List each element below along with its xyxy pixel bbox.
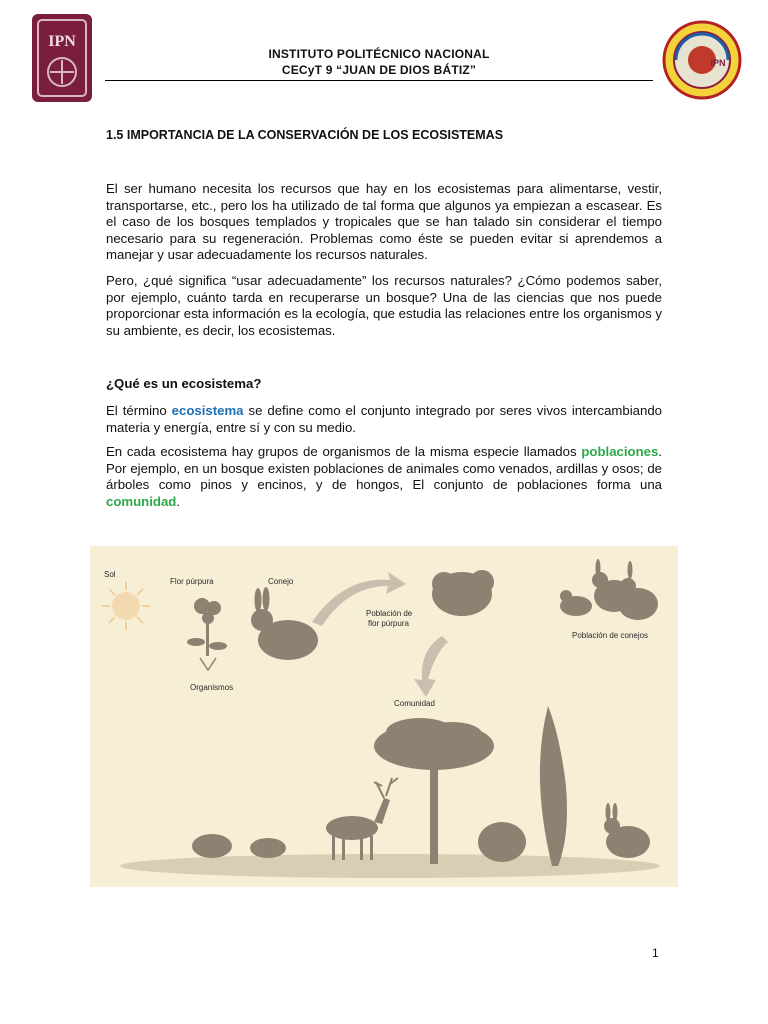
label-poblacion-conejos: Población de conejos (572, 631, 649, 640)
header-divider (105, 80, 653, 81)
p4-text-before: En cada ecosistema hay grupos de organismos de la misma especie llamados (106, 444, 582, 459)
figure-background (90, 546, 678, 887)
label-flor: Flor púrpura (170, 577, 214, 586)
paragraph-2: Pero, ¿qué significa “usar adecuadamente” los recursos naturales? ¿Cómo podemos saber, por ejemplo, cuánto tarda en recuperarse un bosque? Una de las ciencias que nos puede proporcionar esta información es la ecología, que estudia las relaciones entre los organismos y su ambiente, es decir, los ecosistemas. (106, 273, 662, 338)
ecosystem-illustration (90, 546, 678, 887)
page-number: 1 (652, 946, 659, 960)
keyword-comunidad: comunidad (106, 493, 177, 509)
paragraph-3 (106, 403, 662, 436)
cecyt9-logo (662, 20, 742, 100)
label-sol: Sol (104, 570, 116, 579)
keyword-poblaciones: poblaciones (581, 444, 659, 459)
subheading: ¿Qué es un ecosistema? (106, 376, 262, 391)
ipn-logo (30, 12, 94, 104)
logo-left-text: IPN (48, 33, 76, 50)
keyword-ecosistema: ecosistema (171, 403, 244, 418)
p4-text-after: . (176, 493, 181, 509)
p3-text-after: se define como el conjunto integrado por seres vivos intercambiando materia y energía, entre sí y con su medio. (106, 403, 662, 435)
school-name: CECyT 9 “JUAN DE DIOS BÁTIZ” (281, 63, 477, 77)
label-poblacion-flor-2: flor púrpura (368, 619, 409, 628)
sun-icon (102, 582, 150, 630)
label-conejo: Conejo (268, 577, 294, 586)
logo-right-text: IPN (710, 58, 726, 68)
paragraph-4 (106, 444, 662, 510)
header-title (105, 46, 653, 78)
institution-name: INSTITUTO POLITÉCNICO NACIONAL (268, 47, 490, 61)
label-comunidad: Comunidad (394, 699, 435, 708)
paragraph-1: El ser humano necesita los recursos que hay en los ecosistemas para alimentarse, vestir, transportarse, etc., pero los ha utilizado de tal forma que algunos ya empiezan a escasear. Es el caso de los bosques templados y tropicales que se han talado sin considerar el tiempo necesario para su regeneración. Problemas como éste se pueden evitar si aprendemos a manejar y usar adecuadamente los recursos naturales. (106, 181, 662, 262)
label-organismos: Organismos (190, 683, 234, 692)
p3-text-before: El término (106, 403, 172, 418)
label-poblacion-flor-1: Población de (366, 609, 413, 618)
p4-text-middle: . Por ejemplo, en un bosque existen poblaciones de animales como venados, ardillas y osos; de árboles como pinos y encinos, y de hongos, El conjunto de poblaciones forma una (106, 444, 662, 492)
section-title: 1.5 IMPORTANCIA DE LA CONSERVACIÓN DE LOS ECOSISTEMAS (106, 128, 504, 142)
